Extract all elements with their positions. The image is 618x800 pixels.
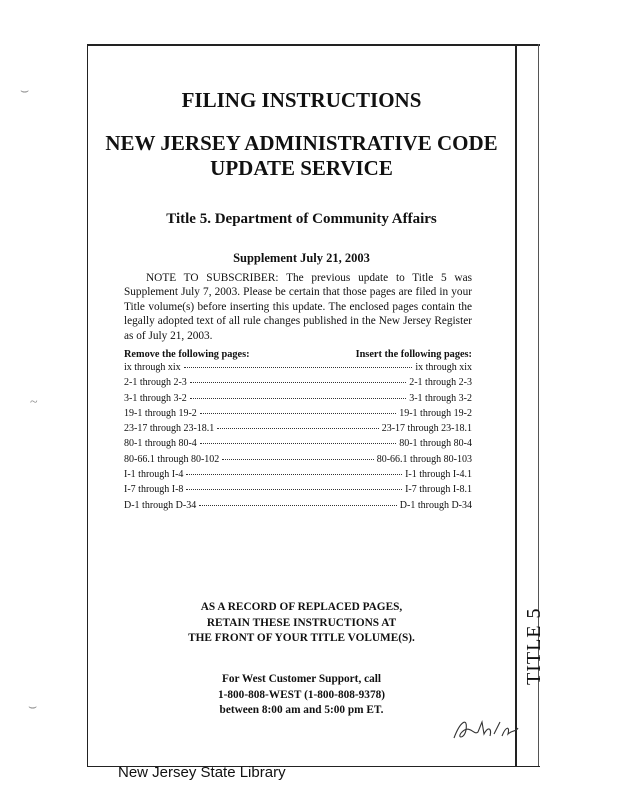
remove-range: 23-17 through 23-18.1 [124, 423, 215, 435]
code-title [87, 131, 516, 181]
insert-range: D-1 through D-34 [399, 499, 472, 511]
remove-range: D-1 through D-34 [124, 499, 197, 511]
filing-instructions-heading: FILING INSTRUCTIONS [181, 88, 422, 112]
insert-range: 19-1 through 19-2 [399, 407, 472, 419]
record-line-1: AS A RECORD OF REPLACED PAGES, [200, 601, 403, 613]
library-stamp: New Jersey State Library [118, 764, 286, 781]
supplement-date: Supplement July 21, 2003 [233, 251, 370, 265]
table-row [124, 438, 472, 453]
support-line-2: 1-800-808-WEST (1-800-808-9378) [217, 688, 386, 701]
remove-range: 3-1 through 3-2 [124, 392, 187, 404]
remove-range: I-7 through I-8 [124, 484, 184, 496]
insert-range: I-1 through I-4.1 [405, 469, 472, 481]
table-row [124, 454, 472, 469]
scan-mark: ⌣ [20, 84, 30, 99]
subscriber-note: NOTE TO SUBSCRIBER: The previous update to Title 5 was Supplement July 7, 2003. Please be certain that those pages are filed in your Title volume(s) before inserting this update. The enclosed pages contain the legally adopted text of all rule changes published in the New Jersey Register as of July 21, 2003. [124, 272, 472, 342]
dot-leader [200, 413, 396, 414]
table-row [124, 469, 472, 484]
table-row [124, 408, 472, 423]
table-row [124, 362, 472, 377]
remove-range: 80-1 through 80-4 [124, 438, 197, 450]
dot-leader [190, 398, 406, 399]
dot-leader [199, 505, 397, 506]
record-line-3: THE FRONT OF YOUR TITLE VOLUME(S). [188, 632, 415, 644]
dot-leader [186, 474, 402, 475]
dot-leader [222, 459, 373, 460]
remove-range: I-1 through I-4 [124, 469, 184, 481]
pages-table [124, 362, 472, 515]
scan-mark: ~ [30, 395, 38, 410]
remove-pages-header: Remove the following pages: [124, 349, 250, 360]
insert-range: 80-1 through 80-4 [399, 438, 472, 450]
pages-table-header [124, 349, 472, 360]
insert-range: 2-1 through 2-3 [409, 377, 472, 389]
title-tab-label: TITLE 5 [523, 607, 545, 685]
table-row [124, 500, 472, 515]
dot-leader [190, 382, 406, 383]
insert-range: I-7 through I-8.1 [405, 484, 472, 496]
dot-leader [184, 367, 413, 368]
support-line-3: between 8:00 am and 5:00 pm ET. [219, 704, 384, 716]
table-row [124, 484, 472, 499]
insert-range: 3-1 through 3-2 [409, 392, 472, 404]
remove-range: ix through xix [124, 362, 181, 373]
handwritten-initials-signature [450, 712, 522, 744]
dot-leader [200, 443, 396, 444]
insert-range: ix through xix [415, 362, 472, 373]
table-row [124, 377, 472, 392]
insert-range: 80-66.1 through 80-103 [376, 453, 472, 465]
record-line-2: RETAIN THESE INSTRUCTIONS AT [206, 616, 397, 629]
dot-leader [217, 428, 378, 429]
remove-range: 2-1 through 2-3 [124, 377, 187, 389]
insert-range: 23-17 through 23-18.1 [381, 423, 472, 435]
scan-mark: ⌣ [28, 700, 38, 715]
support-line-1: For West Customer Support, call [221, 673, 382, 685]
record-notice [87, 600, 516, 647]
table-row [124, 423, 472, 438]
insert-pages-header: Insert the following pages: [355, 349, 472, 360]
dot-leader [186, 489, 402, 490]
remove-range: 19-1 through 19-2 [124, 407, 197, 419]
tab-top-rule [515, 44, 539, 46]
title-subheading: Title 5. Department of Community Affairs [166, 211, 437, 227]
table-row [124, 393, 472, 408]
code-title-line-1: NEW JERSEY ADMINISTRATIVE CODE [105, 131, 498, 155]
code-title-line-2: UPDATE SERVICE [210, 156, 393, 180]
remove-range: 80-66.1 through 80-102 [124, 453, 220, 465]
